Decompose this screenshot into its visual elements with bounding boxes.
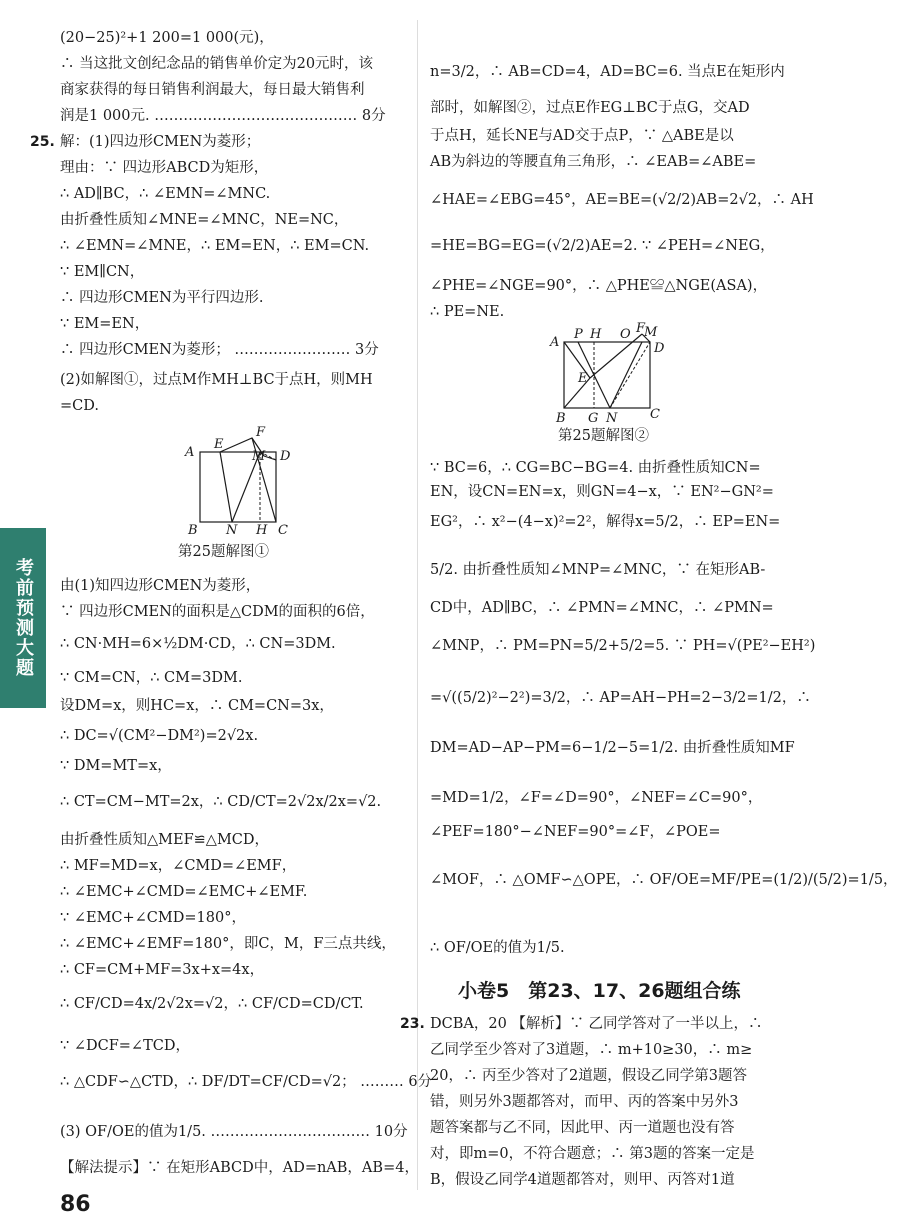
text-line: 由折叠性质知△MEF≌△MCD， xyxy=(60,832,270,848)
section-heading: 小卷5 第23、17、26题组合练 xyxy=(458,980,741,1002)
text-line: ∴ OF/OE的值为1/5. xyxy=(430,940,565,956)
text-line: ∴ ∠EMC+∠EMF=180°，即C，M，F三点共线， xyxy=(60,936,396,952)
text-line: ∠MNP，∴ PM=PN=5/2+5/2=5. ∵ PH=√(PE²−EH²) xyxy=(430,638,816,654)
text-line: 题答案都与乙不同，因此甲、丙一道题也没有答 xyxy=(430,1120,735,1136)
question-number: 23. xyxy=(400,1016,425,1032)
text-line: EN，设CN=EN=x，则GN=4−x，∵ EN²−GN²= xyxy=(430,484,774,500)
fig1-label-D: D xyxy=(280,449,291,464)
text-line: ∵ DM=MT=x， xyxy=(60,758,172,774)
side-tab: 考前预测大题 xyxy=(0,528,46,708)
fig1-label-N: N xyxy=(226,523,238,538)
text-line: 商家获得的每日销售利润最大，每日最大销售利 xyxy=(60,82,365,98)
text-line: ∴ 四边形CMEN为菱形； …………………… 3分 xyxy=(60,342,379,358)
text-line: 20，∴ 丙至少答对了2道题，假设乙同学第3题答 xyxy=(430,1068,748,1084)
fig1-label-A: A xyxy=(185,445,195,460)
text-line: ∴ CF=CM+MF=3x+x=4x， xyxy=(60,962,265,978)
text-line: 25. 解：(1)四边形CMEN为菱形； xyxy=(30,134,261,150)
text-line: =√((5/2)²−2²)=3/2，∴ AP=AH−PH=2−3/2=1/2，∴ xyxy=(430,690,811,706)
text-line: =HE=BG=EG=(√2/2)AE=2. ∵ ∠PEH=∠NEG， xyxy=(430,238,775,254)
text-line: 部时，如解图②，过点E作EG⊥BC于点G，交AD xyxy=(430,100,750,116)
text-line: ∴ MF=MD=x，∠CMD=∠EMF， xyxy=(60,858,297,874)
text-line: ∵ ∠EMC+∠CMD=180°， xyxy=(60,910,246,926)
text-line: DM=AD−AP−PM=6−1/2−5=1/2. 由折叠性质知MF xyxy=(430,740,795,756)
fig1-label-B: B xyxy=(188,523,198,538)
fig1-label-F: F xyxy=(256,425,266,440)
text-line: CD中，AD∥BC，∴ ∠PMN=∠MNC，∴ ∠PMN= xyxy=(430,600,774,616)
text-line: ∴ △CDF∽△CTD，∴ DF/DT=CF/CD=√2； ……… 6分 xyxy=(60,1074,433,1090)
text-line: ∵ EM=EN， xyxy=(60,316,150,332)
fig1-label-H: H xyxy=(256,523,268,538)
text-line: 【解法提示】∵ 在矩形ABCD中，AD=nAB，AB=4， xyxy=(60,1160,419,1176)
text-line: 5/2. 由折叠性质知∠MNP=∠MNC，∵ 在矩形AB- xyxy=(430,562,766,578)
text-line: EG²，∴ x²−(4−x)²=2²，解得x=5/2，∴ EP=EN= xyxy=(430,514,781,530)
fig2-label-E: E xyxy=(578,371,588,386)
text-line: ∴ CT=CM−MT=2x，∴ CD/CT=2√2x/2x=√2. xyxy=(60,794,382,810)
text-line: 对，即m=0，不符合题意；∴ 第3题的答案一定是 xyxy=(430,1146,755,1162)
figure-caption: 第25题解图① xyxy=(178,544,269,560)
fig2-label-O: O xyxy=(620,327,631,342)
text-line: AB为斜边的等腰直角三角形，∴ ∠EAB=∠ABE= xyxy=(430,154,757,170)
text-line: =CD. xyxy=(60,398,99,414)
fig1-label-C: C xyxy=(278,523,288,538)
text-line: ∵ ∠DCF=∠TCD， xyxy=(60,1038,190,1054)
fig2-label-F: F xyxy=(636,321,646,336)
question-number: 25. xyxy=(30,134,55,150)
text-line: ∴ ∠EMC+∠CMD=∠EMC+∠EMF. xyxy=(60,884,308,900)
text-line: 乙同学至少答对了3道题，∴ m+10≥30，∴ m≥ xyxy=(430,1042,753,1058)
text-line: ∵ BC=6，∴ CG=BC−BG=4. 由折叠性质知CN= xyxy=(430,460,761,476)
text-line: ∠PEF=180°−∠NEF=90°=∠F，∠POE= xyxy=(430,824,721,840)
text-line: ∠MOF，∴ △OMF∽△OPE，∴ OF/OE=MF/PE=(1/2)/(5/2)=1/5， xyxy=(430,872,898,888)
fig2-label-N: N xyxy=(606,411,618,426)
text-line: ∵ EM∥CN， xyxy=(60,264,145,280)
text-line: (2)如解图①，过点M作MH⊥BC于点H，则MH xyxy=(60,372,373,388)
text-line: 错，则另外3题都答对，而甲、丙的答案中另外3 xyxy=(430,1094,739,1110)
fig2-label-H: H xyxy=(590,327,602,342)
text-line: 理由：∵ 四边形ABCD为矩形， xyxy=(60,160,269,176)
text-line: ∵ 四边形CMEN的面积是△CDM的面积的6倍， xyxy=(60,604,375,620)
text-line: 由(1)知四边形CMEN为菱形， xyxy=(60,578,261,594)
fig2-label-G: G xyxy=(588,411,599,426)
fig2-label-M: M xyxy=(644,325,658,340)
text-line: ∴ 当这批文创纪念品的销售单价定为20元时，该 xyxy=(60,56,374,72)
text-line: (20−25)²+1 200=1 000(元)， xyxy=(60,30,274,46)
text-line: ∴ DC=√(CM²−DM²)=2√2x. xyxy=(60,728,259,744)
fig2-label-A: A xyxy=(550,335,560,350)
fig2-label-D: D xyxy=(654,341,665,356)
text-line: 23. DCBA，20 【解析】∵ 乙同学答对了一半以上，∴ xyxy=(400,1016,763,1032)
text-line: ∴ PE=NE. xyxy=(430,304,505,320)
figure-25-1 xyxy=(180,425,300,540)
text-line: ∠HAE=∠EBG=45°，AE=BE=(√2/2)AB=2√2，∴ AH xyxy=(430,192,814,208)
text-line: ∵ CM=CN，∴ CM=3DM. xyxy=(60,670,243,686)
fig2-label-C: C xyxy=(650,407,660,422)
fig1-label-E: E xyxy=(214,437,224,452)
text-line: ∠PHE=∠NGE=90°，∴ △PHE≌△NGE(ASA)， xyxy=(430,278,768,294)
text-line: 设DM=x，则HC=x，∴ CM=CN=3x， xyxy=(60,698,334,714)
text-line: ∴ 四边形CMEN为平行四边形. xyxy=(60,290,264,306)
text-line: ∴ CF/CD=4x/2√2x=√2，∴ CF/CD=CD/CT. xyxy=(60,996,364,1012)
text-line: 于点H，延长NE与AD交于点P，∵ △ABE是以 xyxy=(430,128,734,144)
text-line: (3) OF/OE的值为1/5. …………………………… 10分 xyxy=(60,1124,408,1140)
text-line: ∴ AD∥BC，∴ ∠EMN=∠MNC. xyxy=(60,186,271,202)
text-line: =MD=1/2，∠F=∠D=90°，∠NEF=∠C=90°， xyxy=(430,790,763,806)
text-line: ∴ CN·MH=6×½DM·CD，∴ CN=3DM. xyxy=(60,636,336,652)
fig2-label-P: P xyxy=(574,327,583,342)
text-line: 由折叠性质知∠MNE=∠MNC，NE=NC， xyxy=(60,212,349,228)
page-number: 86 xyxy=(60,1192,91,1217)
fig1-label-M: M xyxy=(252,449,266,464)
text-line: n=3/2，∴ AB=CD=4，AD=BC=6. 当点E在矩形内 xyxy=(430,64,785,80)
figure-caption: 第25题解图② xyxy=(558,428,649,444)
text-line: 润是1 000元. …………………………………… 8分 xyxy=(60,108,386,124)
fig2-label-B: B xyxy=(556,411,566,426)
text-line: B，假设乙同学4道题都答对，则甲、丙答对1道 xyxy=(430,1172,735,1188)
figure-25-2 xyxy=(550,321,670,428)
text-line: ∴ ∠EMN=∠MNE，∴ EM=EN，∴ EM=CN. xyxy=(60,238,370,254)
